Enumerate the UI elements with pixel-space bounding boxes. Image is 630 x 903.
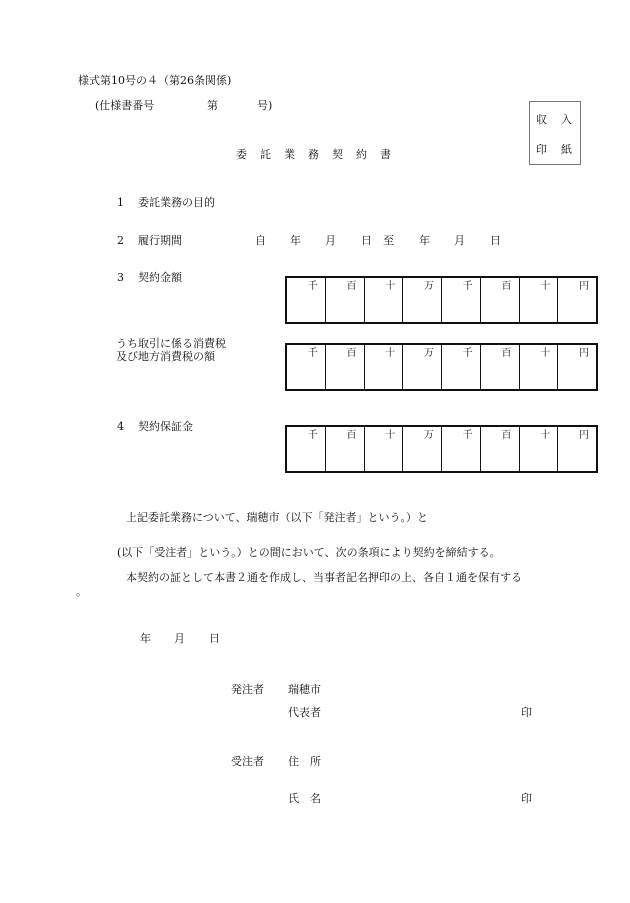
digit-unit-label: 千 [307, 348, 318, 359]
spec-number-dai: 第 [207, 99, 218, 112]
digit-cell [557, 427, 596, 471]
period-from: 自 [255, 234, 266, 247]
contract-month: 月 [174, 632, 185, 645]
digit-unit-label: 百 [501, 430, 512, 441]
period-year: 年 [419, 234, 430, 247]
digit-cell [287, 345, 325, 389]
contract-year: 年 [140, 632, 151, 645]
digit-cell [364, 278, 403, 322]
digit-unit-label: 千 [307, 281, 318, 292]
digit-cell [480, 427, 519, 471]
digit-unit-label: 百 [346, 430, 357, 441]
body-paragraph-1: 上記委託業務について、瑞穂市（以下「発注者」という。）と [126, 511, 429, 524]
digit-unit-label: 円 [579, 348, 589, 359]
digit-cell [325, 345, 364, 389]
digit-cell [287, 278, 325, 322]
digit-unit-label: 百 [501, 281, 512, 292]
body-paragraph-2: (以下「受注者」という。）との間において、次の条項により契約を締結する。 [117, 546, 501, 559]
contractor-name-label: 氏 名 [288, 792, 321, 805]
digit-unit-label: 十 [385, 348, 396, 359]
stamp-char: 紙 [561, 143, 572, 156]
orderer-name: 瑞穂市 [288, 683, 321, 696]
item4-number: 4 [117, 420, 124, 433]
orderer-role: 発注者 [231, 683, 264, 696]
digit-cell [402, 345, 441, 389]
item1-number: 1 [117, 196, 124, 209]
digit-unit-label: 万 [424, 348, 434, 359]
digit-unit-label: 万 [424, 430, 434, 441]
digit-cell [557, 345, 596, 389]
item3-number: 3 [117, 271, 124, 284]
digit-unit-label: 千 [307, 430, 318, 441]
contract-amount-grid [285, 276, 598, 324]
contractor-role: 受注者 [231, 755, 264, 768]
digit-unit-label: 万 [424, 281, 434, 292]
revenue-stamp-box [529, 101, 581, 165]
digit-cell [519, 278, 558, 322]
digit-cell [364, 427, 403, 471]
digit-cell [441, 427, 480, 471]
period-day: 日 [490, 234, 501, 247]
item2-number: 2 [117, 234, 124, 247]
digit-cell [519, 427, 558, 471]
digit-cell [519, 345, 558, 389]
digit-unit-label: 千 [462, 281, 473, 292]
digit-unit-label: 百 [346, 348, 357, 359]
digit-unit-label: 十 [385, 281, 396, 292]
period-month: 月 [454, 234, 465, 247]
digit-unit-label: 十 [540, 348, 551, 359]
item4-label: 契約保証金 [138, 420, 193, 433]
item2-label: 履行期間 [138, 234, 182, 247]
seal-char: 印 [521, 792, 532, 805]
digit-cell [557, 278, 596, 322]
digit-cell [480, 345, 519, 389]
stamp-char: 収 [536, 113, 547, 126]
digit-cell [325, 427, 364, 471]
digit-cell [441, 278, 480, 322]
guarantee-amount-grid [285, 425, 598, 473]
tax-amount-grid [285, 343, 598, 391]
digit-cell [402, 278, 441, 322]
digit-cell [402, 427, 441, 471]
spec-number-label: (仕様書番号 [95, 99, 155, 112]
body-paragraph-3-end: 。 [76, 585, 87, 598]
stamp-char: 印 [536, 143, 547, 156]
period-year: 年 [290, 234, 301, 247]
digit-unit-label: 十 [540, 281, 551, 292]
document-title: 委託業務契約書 [236, 148, 404, 161]
seal-char: 印 [521, 706, 532, 719]
contract-day: 日 [209, 632, 220, 645]
item3-label: 契約金額 [138, 271, 182, 284]
tax-label-line2: 及び地方消費税の額 [116, 350, 215, 363]
digit-cell [325, 278, 364, 322]
digit-unit-label: 百 [346, 281, 357, 292]
digit-unit-label: 十 [540, 430, 551, 441]
digit-unit-label: 十 [385, 430, 396, 441]
tax-label-line1: うち取引に係る消費税 [116, 337, 226, 350]
period-day: 日 [361, 234, 372, 247]
form-number: 様式第10号の４（第26条関係) [78, 74, 232, 87]
spec-number-go: 号) [257, 99, 273, 112]
contractor-seal-mark [521, 793, 532, 804]
digit-unit-label: 円 [579, 281, 589, 292]
digit-unit-label: 千 [462, 348, 473, 359]
digit-cell [441, 345, 480, 389]
digit-unit-label: 円 [579, 430, 589, 441]
period-to: 至 [383, 234, 394, 247]
digit-cell [287, 427, 325, 471]
digit-cell [480, 278, 519, 322]
digit-unit-label: 百 [501, 348, 512, 359]
body-paragraph-3: 本契約の証として本書２通を作成し、当事者記名押印の上、各自１通を保有する [126, 571, 522, 584]
item1-label: 委託業務の目的 [138, 196, 215, 209]
orderer-seal-mark [521, 707, 532, 718]
period-month: 月 [325, 234, 336, 247]
contractor-address-label: 住 所 [288, 755, 321, 768]
digit-unit-label: 千 [462, 430, 473, 441]
orderer-rep-label: 代表者 [288, 706, 321, 719]
digit-cell [364, 345, 403, 389]
stamp-char: 入 [561, 113, 572, 126]
